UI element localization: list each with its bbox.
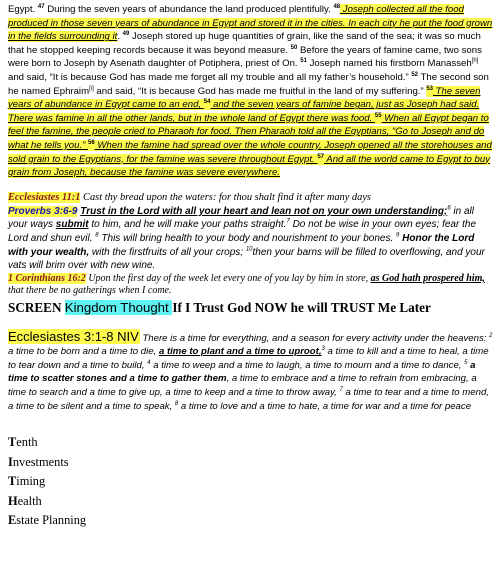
proverbs-3-6-9 (8, 205, 493, 273)
ecclesiastes-11-1 (8, 191, 493, 205)
genesis-verse-57: And all the world came to Egypt to buy grain from Joseph, because the famine was severe everywhere. (8, 153, 491, 179)
verse-number: 5 (464, 359, 468, 366)
emphasis-honor: Honor the Lord with your wealth, (8, 232, 475, 258)
verse-number: 47 (37, 3, 45, 10)
verse-number: 53 (426, 85, 433, 92)
corinthians-16-2 (8, 273, 493, 298)
screen-statement: If I Trust God NOW he will TRUST Me Later (172, 299, 431, 315)
proverbs-verse-5: Trust in the Lord with all your heart and lean not on your own understanding; (80, 205, 448, 217)
proverbs-verse-6: in all your ways (8, 205, 475, 231)
emphasis-submit: submit (55, 219, 89, 231)
list-item (8, 472, 493, 492)
genesis-verse-47: During the seven years of abundance the land produced plentifully. (44, 4, 334, 15)
genesis-verse-53: The seven years of abundance in Egypt came to an end, (8, 85, 481, 111)
list-item (8, 453, 493, 473)
verse-number: 8 (95, 232, 99, 239)
genesis-verse-48: Joseph collected all the food produced in those seven years of abundance in Egypt and stored it in the cities. In each city he put the food grown in the fields surrounding it (8, 4, 493, 43)
scripture-reference: 1 Corinthians 16:2 (8, 272, 86, 284)
scripture-reference: Proverbs 3:6-9 (8, 205, 78, 217)
screen-heading (8, 299, 493, 317)
verse-number: 57 (317, 153, 324, 160)
genesis-verse-51-cont: and said, “It is because God has made me forget all my trouble and all my father’s household.” (8, 71, 412, 83)
list-initial: H (8, 493, 18, 508)
verse-number: 7 (339, 386, 343, 393)
tithe-acronym-list (8, 433, 493, 531)
genesis-verse-52: The second son he named Ephraim (8, 71, 489, 97)
verse-number: 50 (290, 44, 298, 51)
proverbs-verse-7: Do not be wise in your own eyes; fear the Lord and shun evil. (8, 219, 477, 244)
genesis-passage (8, 3, 493, 180)
list-word: state Planning (16, 513, 87, 528)
verse-number: 56 (88, 139, 95, 146)
list-initial: E (8, 513, 17, 528)
screen-label: SCREEN (8, 299, 65, 315)
verse-number: 7 (286, 218, 290, 225)
scripture-text: Upon the first day of the week let every one of you lay by him in store, (85, 272, 371, 284)
kingdom-thought-highlight: Kingdom Thought (64, 299, 173, 315)
scripture-text: that there be no gatherings when I come. (8, 285, 172, 297)
proverbs-verse-6-cont: to him, and he will make your paths straight. (88, 219, 287, 231)
list-item (8, 433, 493, 453)
genesis-verse-55: When all Egypt began to feel the famine, the people cried to Pharaoh for food. Then Pharaoh told all the Egyptians, “Go to Joseph and do what he tells you.” (8, 112, 489, 151)
genesis-text: . (117, 31, 123, 43)
list-word: nvestments (12, 454, 69, 469)
emphasis-scatter-stones: a time to scatter stones and a time to gather them (8, 359, 476, 385)
eccl-verse-3: a time to kill and a time to heal, a time to tear down and a time to build, (8, 346, 489, 371)
verse-number: 6 (447, 205, 451, 212)
scripture-reference: Ecclesiastes 11:1 (8, 191, 81, 203)
scripture-reference: Ecclesiastes 3:1-8 NIV (8, 328, 139, 344)
list-initial: T (8, 474, 17, 489)
proverbs-verse-8: This will bring health to your body and nourishment to your bones. (98, 232, 397, 244)
genesis-verse-51: Joseph named his firstborn Manasseh (306, 58, 472, 70)
verse-number: 2 (489, 332, 493, 339)
ecclesiastes-3-1-8 (8, 330, 493, 414)
genesis-text: Egypt. (8, 4, 36, 15)
list-initial: I (8, 454, 13, 469)
list-item (8, 511, 493, 531)
list-word: enth (16, 435, 38, 450)
scripture-text: Cast thy bread upon the waters: for thou shalt find it after many days (80, 191, 371, 203)
emphasis-prospered: as God hath prospered him, (370, 272, 485, 284)
eccl-verse-8: a time to love and a time to hate, a time for war and a time for peace (178, 400, 472, 412)
verse-number: 52 (411, 71, 419, 78)
genesis-verse-50: Before the years of famine came, two sons were born to Joseph by Asenath daughter of Potiphera, priest of On. (8, 44, 482, 70)
eccl-verse-4: a time to weep and a time to laugh, a time to mourn and a time to dance, (150, 359, 465, 371)
verse-number: 49 (122, 31, 130, 37)
verse-number: 48 (333, 3, 341, 10)
list-word: ealth (17, 493, 42, 508)
list-initial: T (8, 435, 17, 450)
verse-number: 54 (203, 98, 211, 105)
verse-number: 51 (300, 58, 307, 65)
genesis-verse-49: Joseph stored up huge quantities of grain, like the sand of the sea; it was so much that he stopped keeping records because it was beyond measure. (8, 31, 481, 56)
verse-number: 10 (245, 246, 253, 253)
footnote-marker[interactable]: [i] (89, 85, 94, 92)
eccl-verse-1: There is a time for everything, and a season for every activity under the heavens: (139, 332, 490, 344)
verse-number: 9 (396, 232, 400, 239)
verse-number: 8 (174, 400, 179, 407)
proverbs-verse-9: with the firstfruits of all your crops; (89, 246, 246, 258)
eccl-verse-2: a time to be born and a time to die, (8, 346, 159, 358)
eccl-verse-7: a time to tear and a time to mend, a time to be silent and a time to speak, (8, 387, 489, 412)
verse-number: 4 (147, 359, 151, 366)
list-item (8, 492, 493, 512)
proverbs-verse-10: then your barns will be filled to overflowing, and your vats will brim over with new wine. (8, 246, 485, 272)
genesis-verse-56: When the famine had spread over the whole country, Joseph opened all the storehouses and sold grain to the Egyptians, for the famine was severe throughout Egypt. (8, 139, 492, 165)
verse-number: 55 (374, 112, 382, 119)
footnote-marker[interactable]: [h] (471, 58, 479, 65)
verse-number: 3 (321, 346, 325, 353)
list-word: iming (16, 474, 46, 489)
emphasis-plant-uproot: a time to plant and a time to uproot, (158, 346, 322, 358)
genesis-verse-52-cont: and said, “It is because God has made me fruitful in the land of my suffering.” (93, 85, 427, 97)
eccl-verse-5-6: , a time to embrace and a time to refrain from embracing, a time to search and a time to give up, a time to keep and a time to throw away, (8, 373, 477, 399)
genesis-verse-54: and the seven years of famine began, just as Joseph had said. There was famine in all the other lands, but in the whole land of Egypt there was food. (8, 99, 480, 124)
